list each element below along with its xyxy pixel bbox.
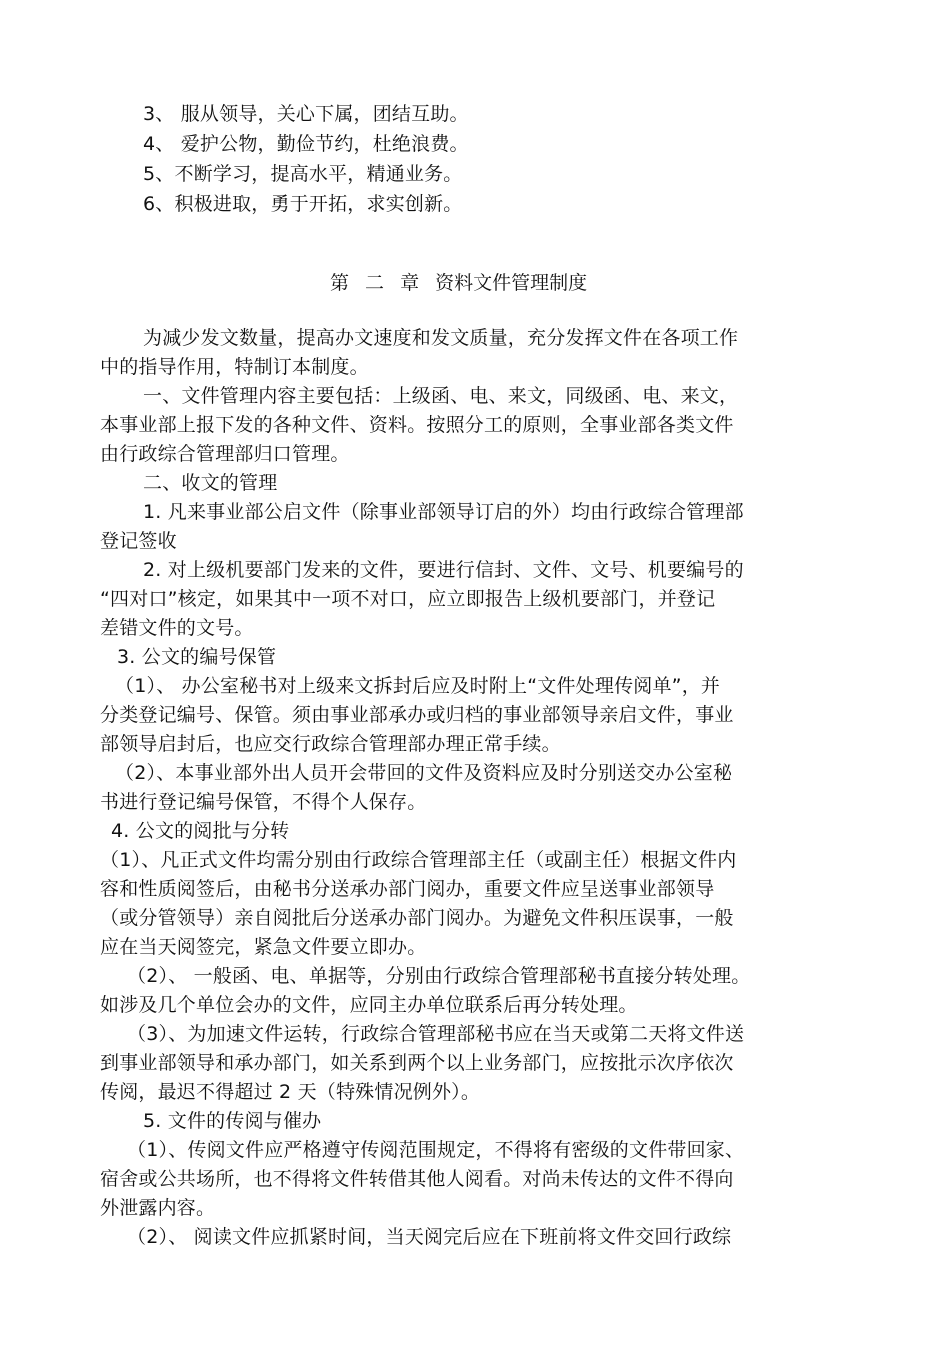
section-heading: 3. 公文的编号保管 — [117, 646, 277, 668]
paragraph-line: 一、文件管理内容主要包括：上级函、电、来文，同级函、电、来文， — [143, 385, 739, 407]
paragraph-line: 书进行登记编号保管，不得个人保存。 — [100, 791, 427, 813]
paragraph-line: （3）、为加速文件运转，行政综合管理部秘书应在当天或第二天将文件送 — [127, 1023, 745, 1045]
paragraph-line: （1）、凡正式文件均需分别由行政综合管理部主任（或副主任）根据文件内 — [100, 849, 737, 871]
paragraph-line: 到事业部领导和承办部门，如关系到两个以上业务部门，应按批示次序依次 — [100, 1052, 734, 1074]
paragraph-line: 容和性质阅签后，由秘书分送承办部门阅办，重要文件应呈送事业部领导 — [100, 878, 715, 900]
paragraph-line: “四对口”核定，如果其中一项不对口，应立即报告上级机要部门，并登记 — [100, 588, 716, 610]
section-heading: 二、收文的管理 — [143, 472, 278, 494]
paragraph-line: 宿舍或公共场所，也不得将文件转借其他人阅看。对尚未传达的文件不得向 — [100, 1168, 734, 1190]
chapter-title: 第 二 章 资料文件管理制度 — [330, 272, 588, 294]
list-item: 3、 服从领导，关心下属，团结互助。 — [143, 103, 469, 125]
section-heading: 4. 公文的阅批与分转 — [111, 820, 290, 842]
paragraph-line: 部领导启封后，也应交行政综合管理部办理正常手续。 — [100, 733, 561, 755]
paragraph-line: 外泄露内容。 — [100, 1197, 216, 1219]
paragraph-line: 本事业部上报下发的各种文件、资料。按照分工的原则，全事业部各类文件 — [100, 414, 734, 436]
paragraph-line: （2）、 阅读文件应抓紧时间，当天阅完后应在下班前将文件交回行政综 — [127, 1226, 732, 1248]
paragraph-line: 由行政综合管理部归口管理。 — [100, 443, 350, 465]
paragraph-line: 分类登记编号、保管。须由事业部承办或归档的事业部领导亲启文件，事业 — [100, 704, 734, 726]
list-item: 4、 爱护公物，勤俭节约，杜绝浪费。 — [143, 133, 469, 155]
paragraph-line: 差错文件的文号。 — [100, 617, 254, 639]
list-item: 6、积极进取，勇于开拓，求实创新。 — [143, 193, 463, 215]
paragraph-line: （2）、本事业部外出人员开会带回的文件及资料应及时分别送交办公室秘 — [115, 762, 733, 784]
paragraph-line: 1. 凡来事业部公启文件（除事业部领导订启的外）均由行政综合管理部 — [143, 501, 744, 523]
paragraph-line: （2）、 一般函、电、单据等，分别由行政综合管理部秘书直接分转处理。 — [127, 965, 751, 987]
paragraph-line: 中的指导作用，特制订本制度。 — [100, 356, 369, 378]
list-item: 5、不断学习，提高水平，精通业务。 — [143, 163, 463, 185]
paragraph-line: （1）、传阅文件应严格遵守传阅范围规定，不得将有密级的文件带回家、 — [127, 1139, 745, 1161]
paragraph-line: 传阅，最迟不得超过 2 天（特殊情况例外）。 — [100, 1081, 481, 1103]
paragraph-line: （或分管领导）亲自阅批后分送承办部门阅办。为避免文件积压误事，一般 — [100, 907, 734, 929]
paragraph-line: 如涉及几个单位会办的文件，应同主办单位联系后再分转处理。 — [100, 994, 638, 1016]
paragraph-line: （1）、 办公室秘书对上级来文拆封后应及时附上“文件处理传阅单”，并 — [115, 675, 721, 697]
section-heading: 5. 文件的传阅与催办 — [143, 1110, 322, 1132]
paragraph-line: 登记签收 — [100, 530, 177, 552]
paragraph-line: 应在当天阅签完，紧急文件要立即办。 — [100, 936, 427, 958]
paragraph-line: 为减少发文数量，提高办文速度和发文质量，充分发挥文件在各项工作 — [143, 327, 739, 349]
paragraph-line: 2. 对上级机要部门发来的文件，要进行信封、文件、文号、机要编号的 — [143, 559, 744, 581]
